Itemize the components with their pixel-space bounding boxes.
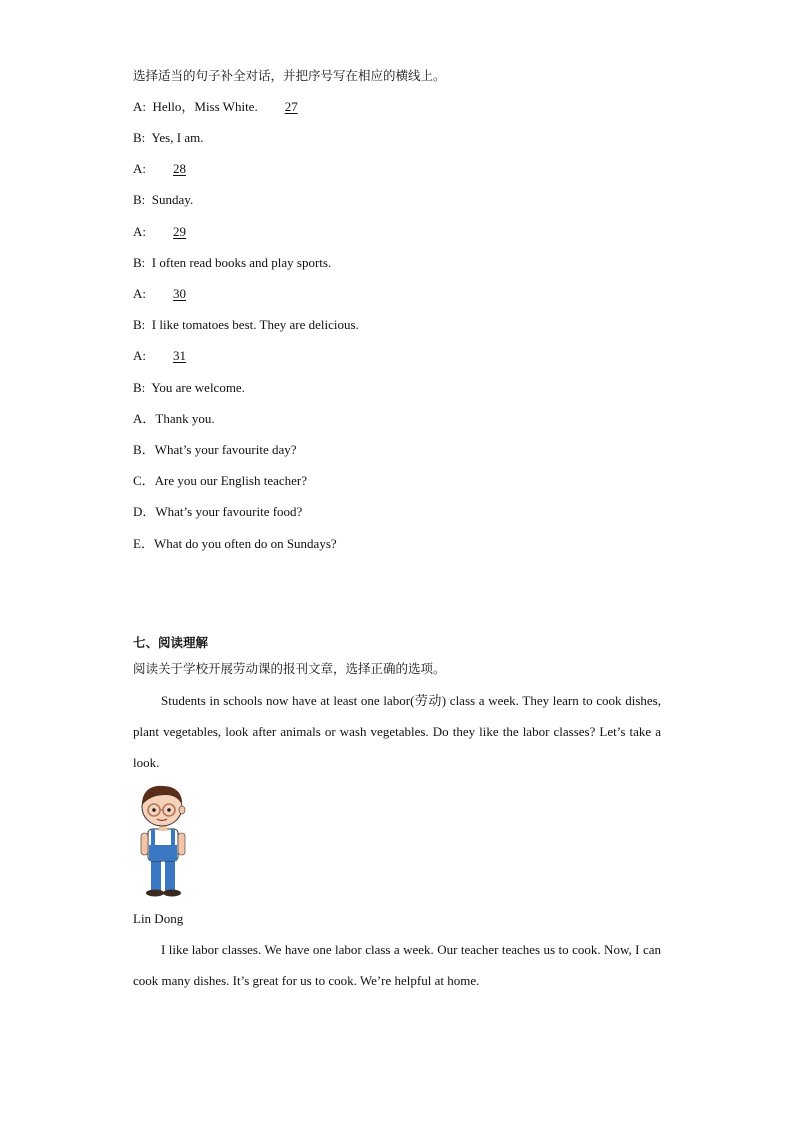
answer-blank[interactable]: 29 [173, 224, 186, 239]
speaker-label: A: [133, 161, 146, 176]
section-title: 七、阅读理解 [133, 635, 209, 650]
dialogue-line [133, 255, 331, 271]
dialogue-text: You are welcome. [151, 380, 245, 395]
answer-blank[interactable]: 30 [173, 286, 186, 301]
person-text: I like labor classes. We have one labor class a week. Our teacher teaches us to cook. Now, I can cook many dishes. It’s great for us to cook. We’re helpful at home. [133, 942, 661, 988]
exercise-instruction: 选择适当的句子补全对话，并把序号写在相应的横线上。 [133, 68, 446, 83]
dialogue-line [133, 161, 200, 177]
speaker-label: B: [133, 192, 146, 207]
dialogue-text: Hello，Miss White. [152, 99, 258, 114]
answer-blank[interactable]: 28 [173, 161, 186, 176]
speaker-label: A: [133, 348, 146, 363]
dialogue-line [133, 224, 200, 240]
dialogue-text: I like tomatoes best. They are delicious. [151, 317, 359, 332]
dialogue-line [133, 380, 245, 396]
option-text: Are you our English teacher? [154, 473, 308, 488]
dialogue-line [133, 130, 203, 146]
dialogue-text: Sunday. [151, 192, 194, 207]
dialogue-text: Yes, I am. [151, 130, 204, 145]
dialogue-line [133, 348, 200, 364]
person-paragraph [133, 934, 661, 996]
answer-blank[interactable]: 31 [173, 348, 186, 363]
dialogue-text: I often read books and play sports. [151, 255, 332, 270]
speaker-label: B: [133, 130, 146, 145]
option-item [133, 536, 337, 552]
dialogue-line [133, 286, 200, 302]
reading-intro-paragraph [133, 685, 661, 778]
dialogue-line [133, 99, 312, 115]
option-letter: B． [133, 442, 155, 457]
speaker-label: B: [133, 255, 146, 270]
intro-text: Students in schools now have at least one labor(劳动) class a week. They learn to cook dishes, plant vegetables, look after animals or wash vegetables. Do they like the labor classes? Let’s take a look. [133, 693, 661, 770]
dialogue-line [133, 317, 359, 333]
option-item [133, 442, 297, 458]
option-letter: A． [133, 411, 156, 426]
speaker-label: B: [133, 380, 146, 395]
person-name: Lin Dong [133, 911, 184, 926]
speaker-label: A: [133, 286, 146, 301]
speaker-label: A: [133, 99, 146, 114]
option-letter: C． [133, 473, 155, 488]
option-text: What’s your favourite day? [154, 442, 297, 457]
answer-blank[interactable]: 27 [284, 99, 298, 114]
speaker-label: B: [133, 317, 146, 332]
option-letter: D． [133, 504, 156, 519]
option-text: What do you often do on Sundays? [153, 536, 337, 551]
option-letter: E． [133, 536, 154, 551]
speaker-label: A: [133, 224, 146, 239]
option-text: Thank you. [155, 411, 215, 426]
option-item [133, 473, 307, 489]
option-item [133, 504, 302, 520]
reading-instruction: 阅读关于学校开展劳动课的报刊文章，选择正确的选项。 [133, 661, 446, 676]
dialogue-line [133, 192, 193, 208]
option-item [133, 411, 215, 427]
option-text: What’s your favourite food? [155, 504, 303, 519]
boy-illustration [133, 783, 201, 897]
